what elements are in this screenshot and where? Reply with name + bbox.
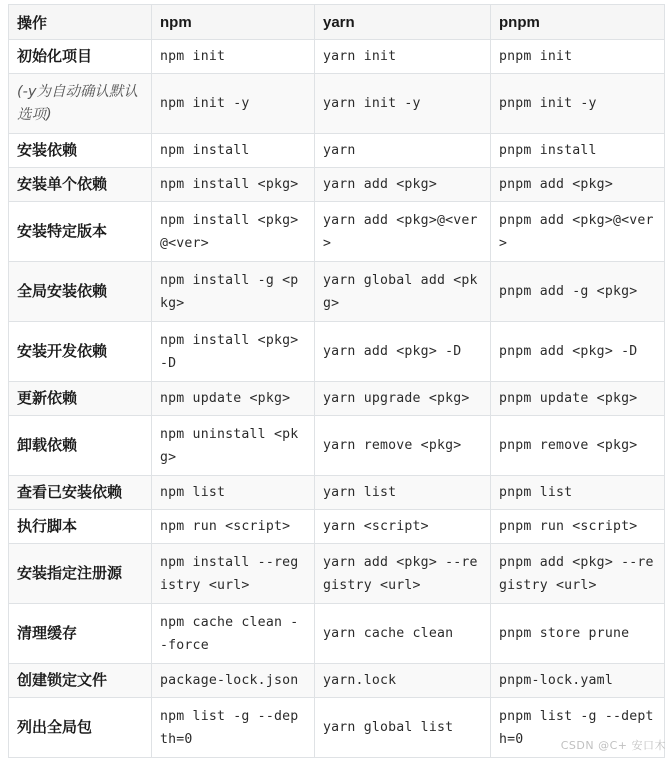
header-yarn: yarn (315, 5, 491, 40)
pnpm-command-cell: pnpm list -g --depth=0 (491, 698, 665, 758)
package-manager-comparison-table (8, 4, 665, 758)
yarn-command-cell: yarn.lock (315, 664, 491, 698)
table-row (9, 382, 665, 416)
npm-command-cell: npm list -g --depth=0 (152, 698, 315, 758)
npm-command-cell: npm update <pkg> (152, 382, 315, 416)
npm-command-cell: npm install --registry <url> (152, 544, 315, 604)
npm-command-cell: npm init -y (152, 74, 315, 134)
pnpm-command-cell: pnpm add <pkg> (491, 168, 665, 202)
npm-command-cell: npm install (152, 134, 315, 168)
pnpm-command-cell: pnpm install (491, 134, 665, 168)
npm-command-cell: package-lock.json (152, 664, 315, 698)
table-header-row (9, 5, 665, 40)
table-row (9, 698, 665, 758)
table-row (9, 416, 665, 476)
pnpm-command-cell: pnpm list (491, 476, 665, 510)
pnpm-command-cell: pnpm init (491, 40, 665, 74)
pnpm-command-cell: pnpm store prune (491, 604, 665, 664)
npm-command-cell: npm run <script> (152, 510, 315, 544)
table-row (9, 202, 665, 262)
yarn-command-cell: yarn cache clean (315, 604, 491, 664)
npm-command-cell: npm install <pkg> -D (152, 322, 315, 382)
yarn-command-cell: yarn add <pkg> --registry <url> (315, 544, 491, 604)
npm-command-cell: npm install <pkg> (152, 168, 315, 202)
table-row (9, 40, 665, 74)
operation-cell: 查看已安装依赖 (9, 476, 152, 510)
table-body (9, 40, 665, 758)
operation-cell: 全局安装依赖 (9, 262, 152, 322)
operation-cell: 清理缓存 (9, 604, 152, 664)
npm-command-cell: npm uninstall <pkg> (152, 416, 315, 476)
yarn-command-cell: yarn remove <pkg> (315, 416, 491, 476)
yarn-command-cell: yarn add <pkg> -D (315, 322, 491, 382)
table-row (9, 168, 665, 202)
npm-command-cell: npm cache clean --force (152, 604, 315, 664)
npm-command-cell: npm install -g <pkg> (152, 262, 315, 322)
table-row (9, 262, 665, 322)
pnpm-command-cell: pnpm update <pkg> (491, 382, 665, 416)
pnpm-command-cell: pnpm-lock.yaml (491, 664, 665, 698)
table-row (9, 510, 665, 544)
pnpm-command-cell: pnpm init -y (491, 74, 665, 134)
table-row (9, 664, 665, 698)
operation-cell: 创建锁定文件 (9, 664, 152, 698)
yarn-command-cell: yarn global list (315, 698, 491, 758)
watermark: CSDN @C+ 安口木 (560, 739, 666, 752)
yarn-command-cell: yarn init -y (315, 74, 491, 134)
operation-cell: 安装特定版本 (9, 202, 152, 262)
table-row (9, 74, 665, 134)
yarn-command-cell: yarn global add <pkg> (315, 262, 491, 322)
operation-cell: 安装依赖 (9, 134, 152, 168)
table-row (9, 322, 665, 382)
yarn-command-cell: yarn upgrade <pkg> (315, 382, 491, 416)
pnpm-command-cell: pnpm add <pkg> -D (491, 322, 665, 382)
yarn-command-cell: yarn add <pkg>@<ver> (315, 202, 491, 262)
table-row (9, 604, 665, 664)
pnpm-command-cell: pnpm run <script> (491, 510, 665, 544)
yarn-command-cell: yarn init (315, 40, 491, 74)
operation-cell: 安装开发依赖 (9, 322, 152, 382)
pnpm-command-cell: pnpm add -g <pkg> (491, 262, 665, 322)
npm-command-cell: npm init (152, 40, 315, 74)
pnpm-command-cell: pnpm remove <pkg> (491, 416, 665, 476)
header-npm: npm (152, 5, 315, 40)
operation-cell: 安装单个依赖 (9, 168, 152, 202)
yarn-command-cell: yarn list (315, 476, 491, 510)
operation-cell: 安装指定注册源 (9, 544, 152, 604)
npm-command-cell: npm list (152, 476, 315, 510)
operation-cell: 更新依赖 (9, 382, 152, 416)
header-pnpm: pnpm (491, 5, 665, 40)
table-row (9, 476, 665, 510)
pnpm-command-cell: pnpm add <pkg> --registry <url> (491, 544, 665, 604)
operation-cell: (-y为自动确认默认选项) (9, 74, 152, 134)
npm-command-cell: npm install <pkg>@<ver> (152, 202, 315, 262)
yarn-command-cell: yarn (315, 134, 491, 168)
table-row (9, 544, 665, 604)
yarn-command-cell: yarn add <pkg> (315, 168, 491, 202)
operation-cell: 执行脚本 (9, 510, 152, 544)
header-operation: 操作 (9, 5, 152, 40)
table-row (9, 134, 665, 168)
operation-cell: 卸载依赖 (9, 416, 152, 476)
yarn-command-cell: yarn <script> (315, 510, 491, 544)
pnpm-command-cell: pnpm add <pkg>@<ver> (491, 202, 665, 262)
operation-cell: 列出全局包 (9, 698, 152, 758)
operation-cell: 初始化项目 (9, 40, 152, 74)
